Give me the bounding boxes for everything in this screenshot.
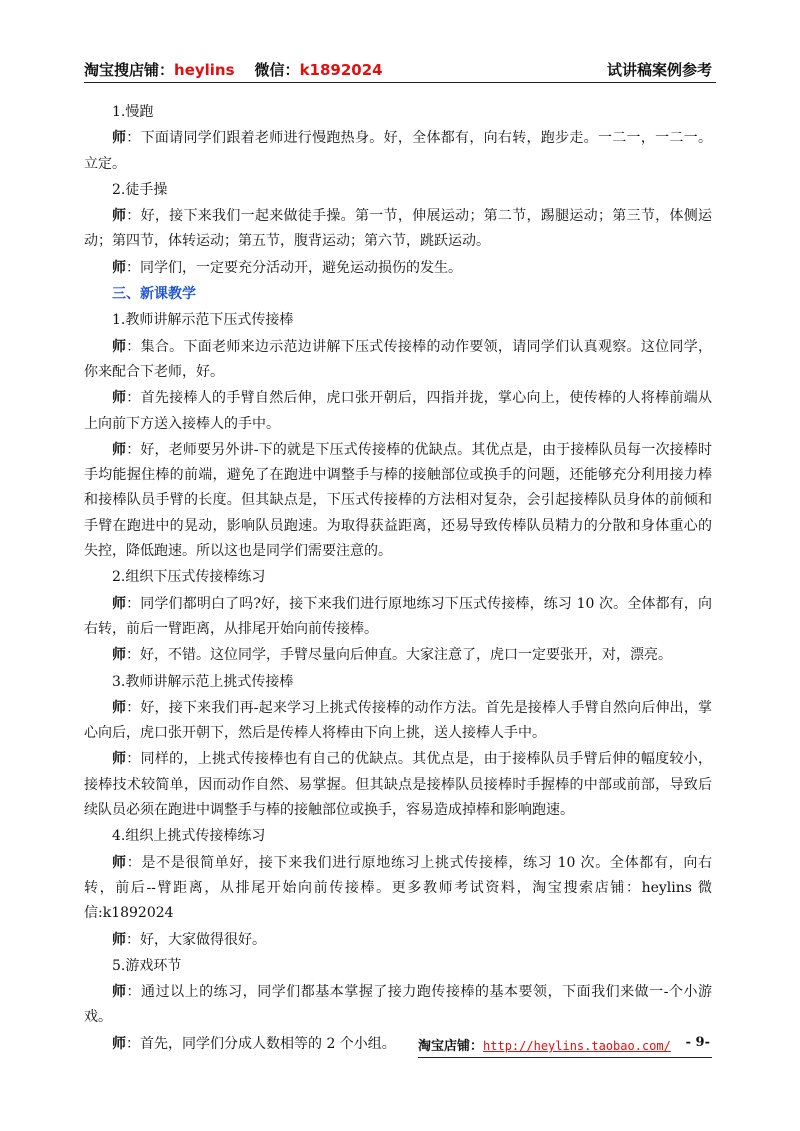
speaker-label: 师 (112, 441, 127, 458)
dialogue-text: ：首先，同学们分成人数相等的 2 个小组。 (126, 1035, 396, 1052)
speaker-label: 师 (112, 984, 127, 1001)
section-heading-text: 三、新课教学 (112, 286, 196, 303)
section-heading (84, 282, 712, 307)
step-heading-text: 4.组织上挑式传接棒练习 (112, 828, 266, 845)
step-heading-text: 1.教师讲解示范下压式传接棒 (112, 312, 294, 329)
step-heading (84, 954, 712, 979)
speaker-label: 师 (112, 1035, 126, 1052)
step-heading-text: 2.组织下压式传接棒练习 (112, 569, 266, 586)
speaker-label: 师 (112, 130, 127, 147)
dialogue-text: ：同样的，上挑式传接棒也有自己的优缺点。其优点是，由于接棒队员手臂后伸的幅度较小，接棒技术较简单，因而动作自然、易掌握。但其缺点是接棒队员接棒时手握棒的中部或前部，导致后续队员必须在跑进中调整手与棒的接触部位或换手，容易造成掉棒和影响跑速。 (84, 751, 713, 819)
dialogue-text: ：集合。下面老师来边示范边讲解下压式传接棒的动作要领，请同学们认真观察。这位同学，你来配合下老师，好。 (84, 338, 713, 380)
dialogue-paragraph (84, 335, 712, 386)
speaker-label: 师 (112, 595, 127, 612)
dialogue-paragraph (84, 851, 712, 927)
speaker-label: 师 (112, 751, 127, 768)
dialogue-paragraph (84, 980, 712, 1031)
dialogue-text: ：好，不错。这位同学，手臂尽量向后伸直。大家注意了，虎口一定要张开，对，漂亮。 (126, 647, 672, 664)
dialogue-paragraph (84, 592, 712, 643)
dialogue-paragraph (84, 696, 712, 747)
dialogue-text: ：通过以上的练习，同学们都基本掌握了接力跑传接棒的基本要领，下面我们来做一-个小游戏。 (84, 984, 713, 1026)
dialogue-text: ：是不是很简单好，接下来我们进行原地练习上挑式传接棒，练习 10 次。全体都有，向右转，前后--臂距离，从排尾开始向前传接棒。更多教师考试资料，淘宝搜索店铺：heylins 微信:k1892024 (84, 854, 712, 922)
shop-label: 淘宝搜店铺： (84, 61, 175, 79)
wechat-label: 微信： (254, 61, 300, 79)
dialogue-paragraph (84, 256, 712, 281)
speaker-label: 师 (112, 647, 126, 664)
speaker-label: 师 (112, 699, 127, 716)
step-heading-text: 1.慢跑 (112, 104, 154, 120)
page-header (84, 56, 716, 83)
dialogue-text: ：同学们都明白了吗?好，接下来我们进行原地练习下压式传接棒，练习 10 次。全体都有，向右转，前后一臂距离，从排尾开始向前传接棒。 (84, 595, 713, 637)
page-footer (418, 1035, 712, 1058)
speaker-label: 师 (112, 854, 127, 871)
header-title: 试讲稿案例参考 (606, 61, 712, 79)
step-heading (84, 178, 712, 203)
step-heading (84, 824, 712, 849)
step-heading (84, 308, 712, 333)
speaker-label: 师 (112, 338, 127, 355)
dialogue-paragraph (84, 438, 712, 564)
dialogue-text: ：好，接下来我们一起来做徒手操。第一节，伸展运动；第二节，踢腿运动；第三节，体侧运动；第四节，体转运动；第五节，腹背运动；第六节，跳跃运动。 (84, 208, 713, 250)
speaker-label: 师 (112, 259, 126, 276)
header-shop-info (84, 59, 383, 80)
dialogue-paragraph (84, 126, 712, 177)
wechat-id: k1892024 (299, 61, 383, 79)
step-heading-text: 3.教师讲解示范上挑式传接棒 (112, 673, 294, 690)
footer-label: 淘宝店铺： (418, 1039, 484, 1054)
dialogue-text: ：好，大家做得很好。 (126, 931, 266, 948)
dialogue-paragraph (84, 928, 712, 953)
dialogue-paragraph (84, 643, 712, 668)
speaker-label: 师 (112, 931, 126, 948)
document-body (84, 100, 712, 1058)
dialogue-text: ：同学们，一定要充分活动开，避免运动损伤的发生。 (126, 259, 462, 276)
dialogue-paragraph (84, 747, 712, 823)
page-number: - 9- (685, 1035, 710, 1050)
footer-shop-link[interactable]: http://heylins.taobao.com/ (483, 1039, 671, 1053)
step-heading-text: 2.徒手操 (112, 181, 168, 198)
step-heading-text: 5.游戏环节 (112, 957, 182, 974)
step-heading (84, 565, 712, 590)
dialogue-text: ：首先接棒人的手臂自然后伸，虎口张开朝后，四指并拢，掌心向上，使传棒的人将棒前端从上向前下方送入接棒人的手中。 (84, 390, 713, 432)
dialogue-text: ：下面请同学们跟着老师进行慢跑热身。好，全体都有，向右转，跑步走。一二一，一二一。立定。 (84, 130, 713, 172)
dialogue-text: ：好，接下来我们再-起来学习上挑式传接棒的动作方法。首先是接棒人手臂自然向后伸出，掌心向后，虎口张开朝下，然后是传棒人将棒由下向上挑，送人接棒人手中。 (84, 699, 713, 742)
step-heading (84, 670, 712, 695)
shop-name: heylins (174, 61, 235, 79)
step-heading (84, 100, 712, 125)
speaker-label: 师 (112, 208, 127, 225)
speaker-label: 师 (112, 390, 127, 407)
dialogue-paragraph (84, 204, 712, 255)
dialogue-text: ：好，老师要另外讲-下的就是下压式传接棒的优缺点。其优点是，由于接棒队员每一次接棒时手均能握住棒的前端，避免了在跑进中调整手与棒的接触部位或换手的问题，还能够充分利用接力棒和接棒队员手臂的长度。但其缺点是，下压式传接棒的方法相对复杂，会引起接棒队员身体的前倾和手臂在跑进中的晃动，影响队员跑速。为取得获益距离，还易导致传棒队员精力的分散和身体重心的失控，降低跑速。所以这也是同学们需要注意的。 (84, 441, 713, 560)
dialogue-paragraph (84, 386, 712, 437)
